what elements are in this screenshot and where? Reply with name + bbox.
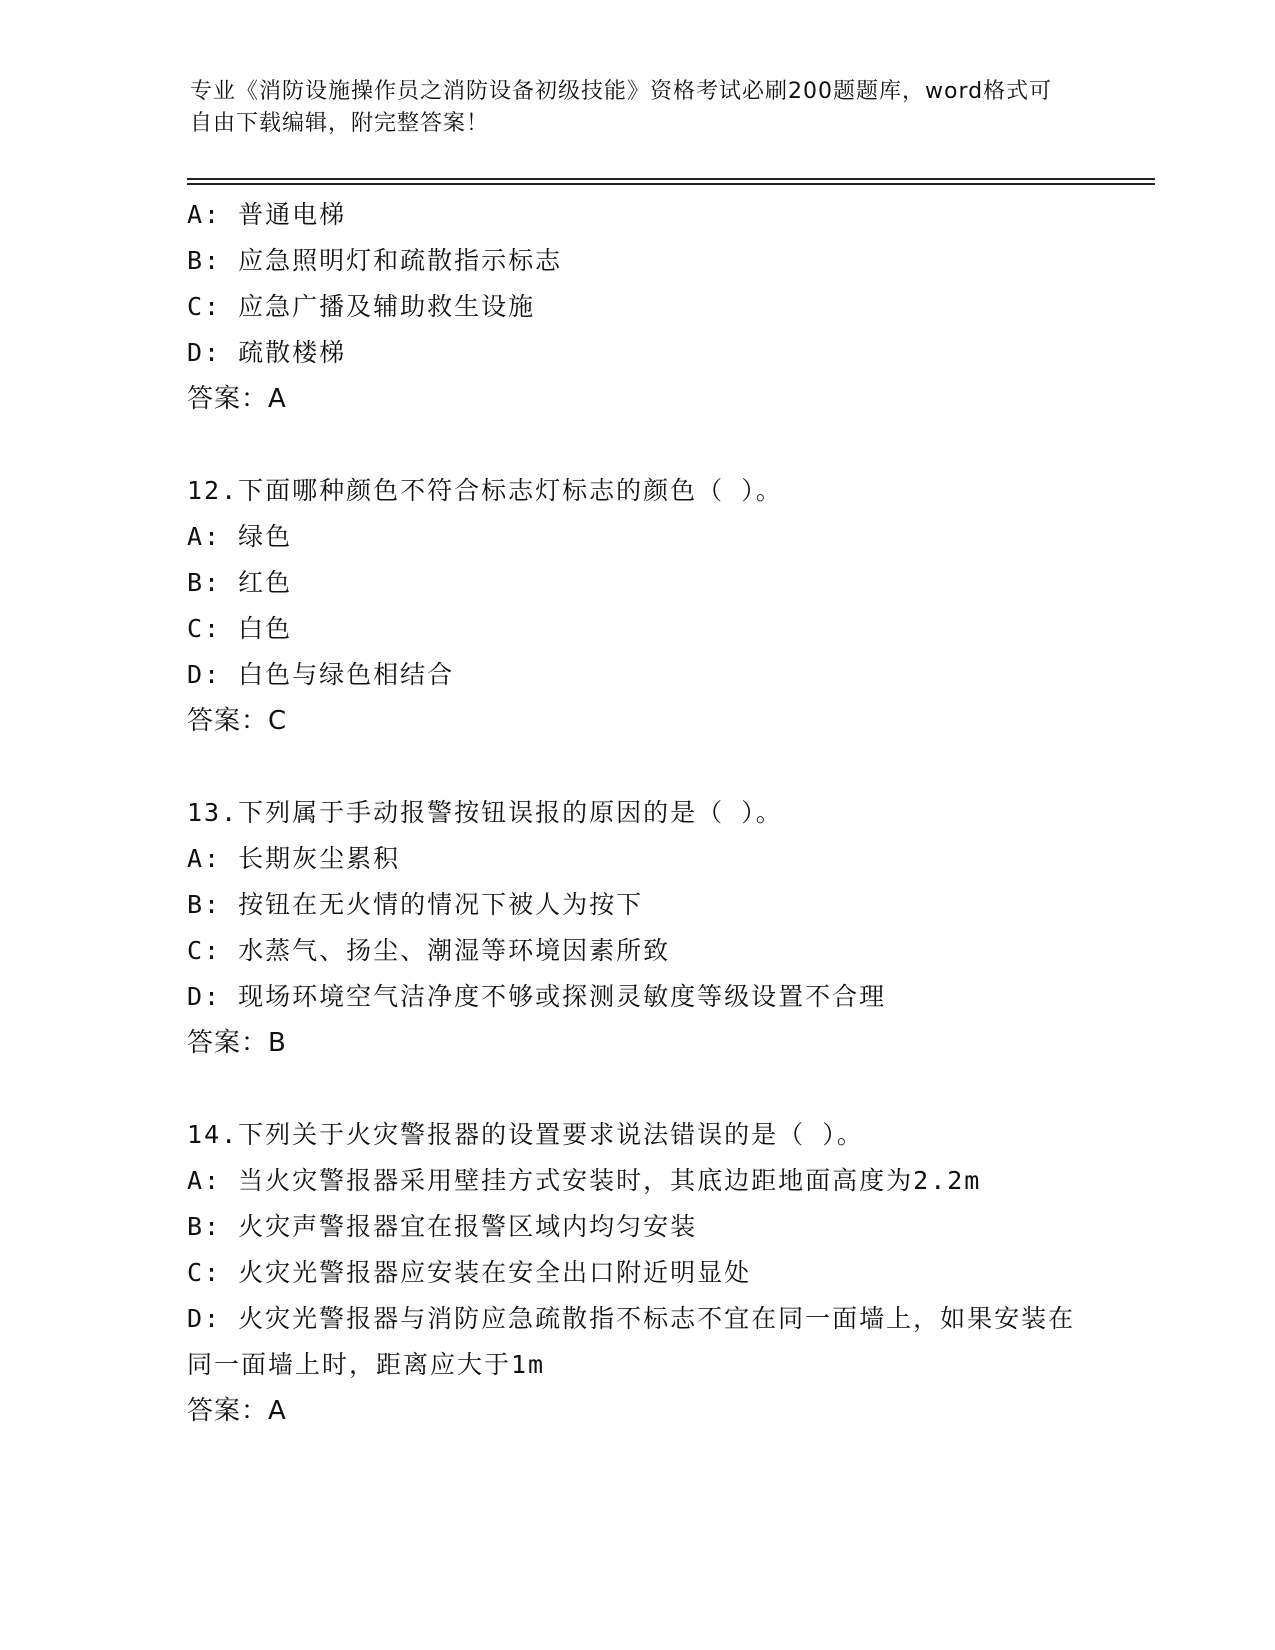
option-a: A: 当火灾警报器采用壁挂方式安装时，其底边距地面高度为2.2m — [187, 1166, 982, 1195]
option-b: B: 火灾声警报器宜在报警区域内均匀安装 — [187, 1212, 698, 1241]
option-b: B: 红色 — [187, 568, 293, 597]
option-c: C: 应急广播及辅助救生设施 — [187, 292, 536, 321]
option-a: A: 绿色 — [187, 522, 293, 551]
option-b: B: 应急照明灯和疏散指示标志 — [187, 246, 563, 275]
option-c: C: 火灾光警报器应安装在安全出口附近明显处 — [187, 1258, 752, 1287]
spacer — [187, 422, 1087, 468]
option-a: A: 长期灰尘累积 — [187, 844, 401, 873]
option-d: D: 疏散楼梯 — [187, 338, 347, 367]
answer-line: 答案：C — [187, 706, 288, 736]
option-c: C: 水蒸气、扬尘、潮湿等环境因素所致 — [187, 936, 671, 965]
question-stem: 14.下列关于火灾警报器的设置要求说法错误的是（ ）。 — [187, 1120, 864, 1149]
question-block-11 — [187, 192, 1087, 422]
spacer — [187, 744, 1087, 790]
question-block-13 — [187, 790, 1087, 1066]
answer-line: 答案：A — [187, 384, 287, 414]
option-d: D: 现场环境空气洁净度不够或探测灵敏度等级设置不合理 — [187, 982, 887, 1011]
document-body — [187, 192, 1087, 1434]
question-block-14 — [187, 1112, 1087, 1434]
option-a: A: 普通电梯 — [187, 200, 347, 229]
option-d: D: 白色与绿色相结合 — [187, 660, 455, 689]
spacer — [187, 1066, 1087, 1112]
answer-line: 答案：B — [187, 1028, 287, 1058]
header-rule-top — [187, 178, 1155, 180]
header-rule-bottom — [187, 183, 1155, 185]
answer-line: 答案：A — [187, 1396, 287, 1426]
option-b: B: 按钮在无火情的情况下被人为按下 — [187, 890, 644, 919]
question-block-12 — [187, 468, 1087, 744]
document-header: 专业《消防设施操作员之消防设备初级技能》资格考试必刷200题题库，word格式可自由下载编辑，附完整答案！ — [190, 79, 1053, 136]
question-stem: 12.下面哪种颜色不符合标志灯标志的颜色（ ）。 — [187, 476, 783, 505]
option-c: C: 白色 — [187, 614, 293, 643]
option-d: D: 火灾光警报器与消防应急疏散指不标志不宜在同一面墙上，如果安装在同一面墙上时，距离应大于1m — [187, 1304, 1076, 1379]
question-stem: 13.下列属于手动报警按钮误报的原因的是（ ）。 — [187, 798, 783, 827]
